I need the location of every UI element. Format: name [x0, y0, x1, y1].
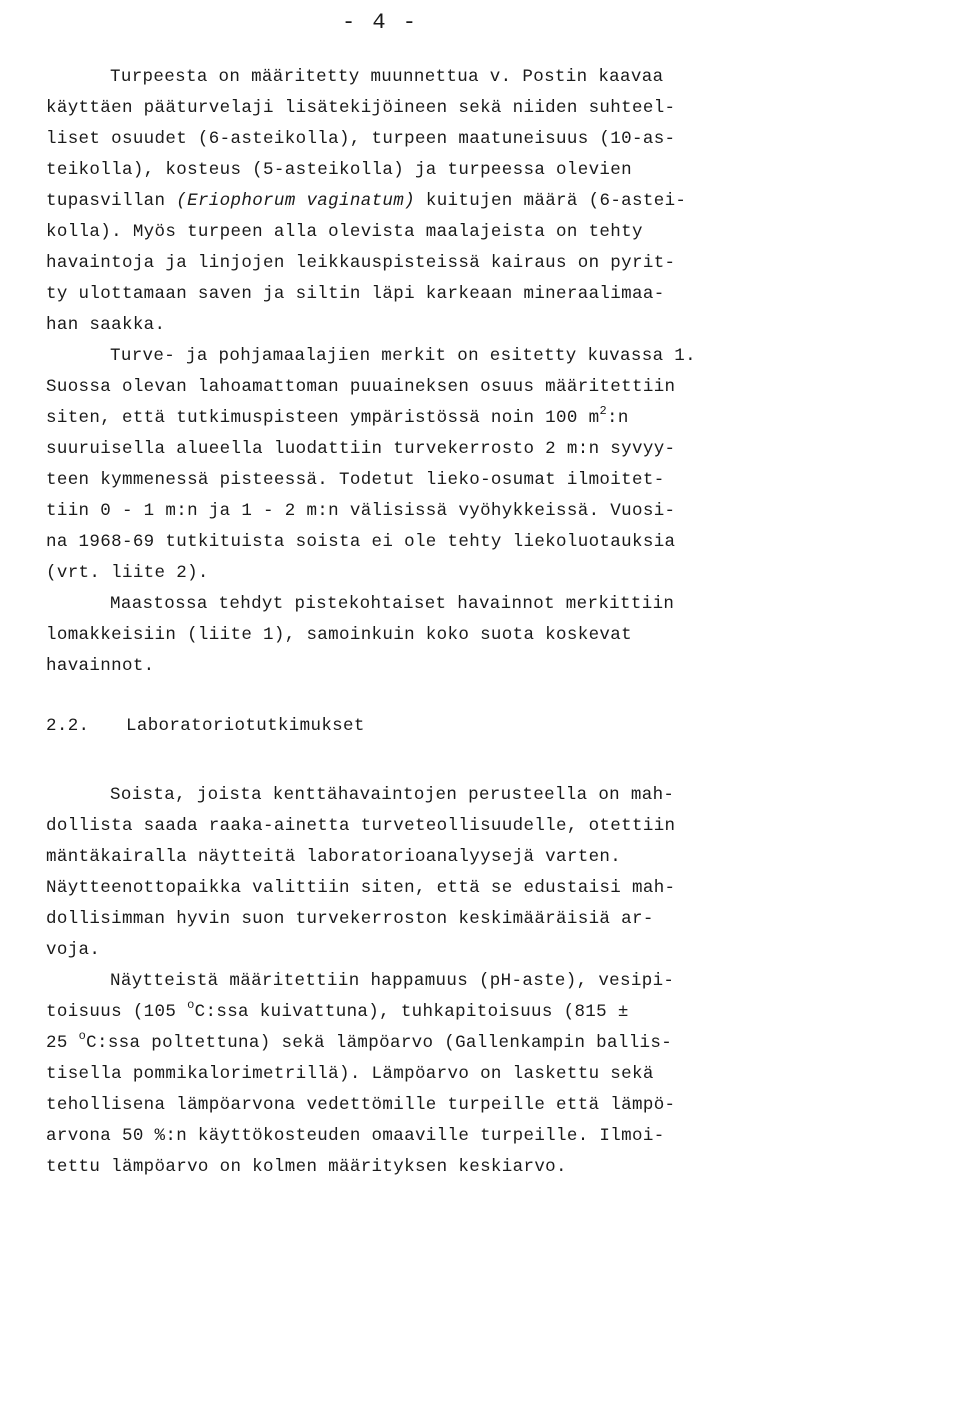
superscript: 2	[599, 404, 607, 418]
text-line: Suossa olevan lahoamattoman puuaineksen osuus määritettiin	[46, 377, 676, 397]
page-number: - 4 -	[341, 10, 418, 35]
text-line	[46, 403, 926, 434]
section-number: 2.2.	[46, 716, 90, 736]
text-line: na 1968-69 tutkituista soista ei ole tehty liekoluotauksia	[46, 532, 676, 552]
text-line: teen kymmenessä pisteessä. Todetut lieko-osumat ilmoitet-	[46, 470, 665, 490]
text-line: havainnot.	[46, 656, 155, 676]
text-line: tiin 0 - 1 m:n ja 1 - 2 m:n välisissä vyöhykkeissä. Vuosi-	[46, 501, 676, 521]
text-line: dollista saada raaka-ainetta turveteollisuudelle, otettiin	[46, 816, 676, 836]
text-line: lomakkeisiin (liite 1), samoinkuin koko suota koskevat	[46, 625, 632, 645]
text-line: käyttäen pääturvelaji lisätekijöineen sekä niiden suhteel-	[46, 98, 676, 118]
text-line: teikolla), kosteus (5-asteikolla) ja turpeessa olevien	[46, 160, 632, 180]
text-line: havaintoja ja linjojen leikkauspisteissä kairaus on pyrit-	[46, 253, 676, 273]
text-line: Näytteenottopaikka valittiin siten, että se edustaisi mah-	[46, 878, 676, 898]
text-line: tisella pommikalorimetrillä). Lämpöarvo on laskettu sekä	[46, 1064, 654, 1084]
text-fragment: 25	[46, 1033, 79, 1053]
section-laboratory-text	[46, 780, 926, 1183]
text-line: Turve- ja pohjamaalajien merkit on esitetty kuvassa 1.	[110, 346, 696, 366]
text-line: mäntäkairalla näytteitä laboratorioanalyysejä varten.	[46, 847, 622, 867]
text-line: Maastossa tehdyt pistekohtaiset havainnot merkittiin	[110, 594, 675, 614]
text-line: tehollisena lämpöarvona vedettömille turpeille että lämpö-	[46, 1095, 676, 1115]
degree-mark: o	[78, 1029, 87, 1043]
text-line: kolla). Myös turpeen alla olevista maalajeista on tehty	[46, 222, 643, 242]
text-line	[46, 186, 926, 217]
section-heading	[46, 716, 365, 736]
text-fragment: tupasvillan	[46, 191, 177, 211]
species-name: (Eriophorum vaginatum)	[176, 191, 415, 211]
section-intro-text	[46, 62, 926, 682]
text-line: voja.	[46, 940, 101, 960]
text-fragment: C:ssa poltettuna) sekä lämpöarvo (Gallenkampin ballis-	[86, 1033, 673, 1053]
text-line: arvona 50 %:n käyttökosteuden omaaville turpeille. Ilmoi-	[46, 1126, 665, 1146]
text-fragment: C:ssa kuivattuna), tuhkapitoisuus (815 ±	[194, 1002, 629, 1022]
text-fragment: kuitujen määrä (6-astei-	[414, 191, 687, 211]
text-line: liset osuudet (6-asteikolla), turpeen maatuneisuus (10-as-	[46, 129, 676, 149]
text-line	[46, 1028, 926, 1059]
text-line	[46, 966, 926, 997]
text-fragment: Näytteistä määritettiin happamuus (pH-aste), vesipi-	[110, 971, 675, 991]
text-line: suuruisella alueella luodattiin turvekerrosto 2 m:n syvyy-	[46, 439, 676, 459]
text-fragment: :n	[607, 408, 629, 428]
text-line: dollisimman hyvin suon turvekerroston keskimääräisiä ar-	[46, 909, 654, 929]
section-title: Laboratoriotutkimukset	[126, 716, 365, 736]
text-line: han saakka.	[46, 315, 166, 335]
text-fragment: siten, että tutkimuspisteen ympäristössä noin 100 m	[46, 408, 600, 428]
text-line: tettu lämpöarvo on kolmen määrityksen keskiarvo.	[46, 1157, 567, 1177]
text-line: Soista, joista kenttähavaintojen perusteella on mah-	[110, 785, 675, 805]
degree-mark: o	[187, 998, 195, 1012]
text-line: Turpeesta on määritetty muunnettua v. Postin kaavaa	[110, 67, 664, 87]
text-line: ty ulottamaan saven ja siltin läpi karkeaan mineraalimaa-	[46, 284, 665, 304]
text-fragment: toisuus (105	[46, 1002, 188, 1022]
text-line: (vrt. liite 2).	[46, 563, 209, 583]
text-line	[46, 997, 926, 1028]
